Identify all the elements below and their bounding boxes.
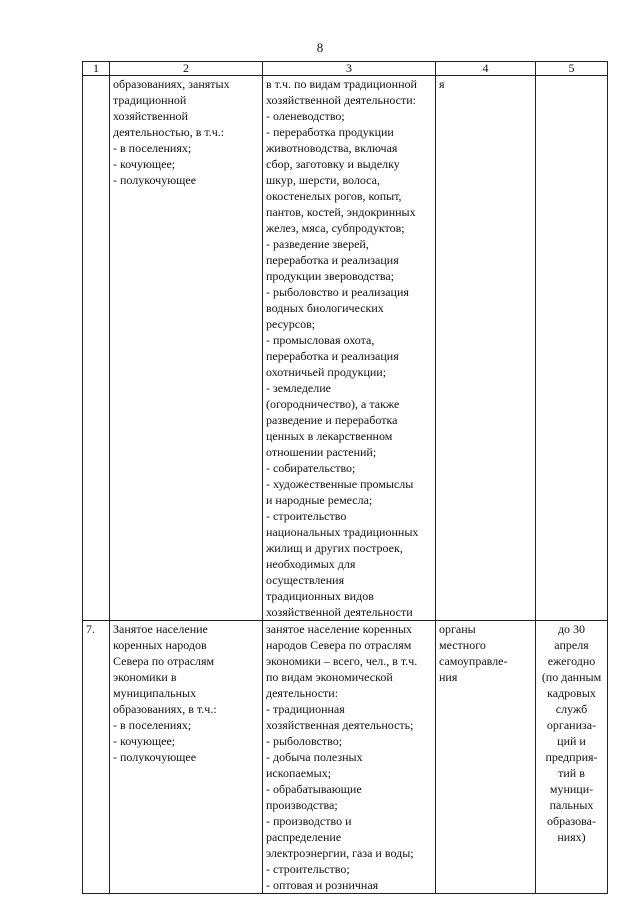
cell-line: кадровых <box>547 686 596 700</box>
cell-line: ежегодно <box>547 654 596 668</box>
cell-line: муници- <box>549 782 594 796</box>
cell-line: - художественные промыслы <box>266 477 414 491</box>
cell-line: хозяйственная деятельность; <box>266 718 414 732</box>
cell-line: осуществления <box>266 573 345 587</box>
table-row <box>83 76 608 621</box>
cell-line: шкур, шерсти, волоса, <box>266 173 380 187</box>
cell-line: - обрабатывающие <box>266 782 362 796</box>
indicator-cell <box>110 621 263 894</box>
indicator-cell <box>110 76 263 621</box>
cell-line: органы <box>439 622 476 636</box>
cell-line: - кочующее; <box>113 157 176 171</box>
cell-line: ниях) <box>557 830 586 844</box>
cell-line: экономики в <box>113 670 177 684</box>
cell-line: экономики – всего, чел., в т.ч. <box>266 654 418 668</box>
description-cell <box>263 621 436 894</box>
cell-line: муниципальных <box>113 686 197 700</box>
cell-line: желез, мяса, субпродуктов; <box>266 221 405 235</box>
cell-line: - добыча полезных <box>266 750 363 764</box>
cell-line: хозяйственной деятельности: <box>266 93 417 107</box>
cell-line: - оптовая и розничная <box>266 878 379 892</box>
cell-line: образова- <box>547 814 596 828</box>
cell-line: хозяйственной <box>113 109 188 123</box>
cell-line: образованиях, в т.ч.: <box>113 702 217 716</box>
cell-line: электроэнергии, газа и воды; <box>266 846 414 860</box>
header-cell: 4 <box>436 62 536 76</box>
responsible-cell <box>436 76 536 621</box>
cell-line: ценных в лекарственном <box>266 429 393 443</box>
table-header-row <box>83 62 608 76</box>
cell-line: - полукочующее <box>113 173 197 187</box>
cell-line: - строительство; <box>266 862 350 876</box>
cell-line: распределение <box>266 830 342 844</box>
cell-line: - строительство <box>266 509 347 523</box>
cell-line: отношении растений; <box>266 445 377 459</box>
cell-line: производства; <box>266 798 338 812</box>
cell-line: я <box>439 77 445 91</box>
header-cell: 3 <box>263 62 436 76</box>
cell-line: - традиционная <box>266 702 345 716</box>
cell-line: деятельностью, в т.ч.: <box>113 125 225 139</box>
row-number: 7. <box>83 621 110 894</box>
cell-line: самоуправле- <box>439 654 508 668</box>
cell-line: и народные ремесла; <box>266 493 373 507</box>
cell-line: - переработка продукции <box>266 125 394 139</box>
cell-line: - разведение зверей, <box>266 237 369 251</box>
cell-line: - в поселениях; <box>113 718 192 732</box>
cell-line: тий в <box>558 766 585 780</box>
cell-line: - земледелие <box>266 381 331 395</box>
cell-line: хозяйственной деятельности <box>266 605 413 619</box>
cell-line: образованиях, занятых <box>113 77 230 91</box>
cell-line: деятельности: <box>266 686 339 700</box>
cell-line: служб <box>555 702 588 716</box>
cell-line: организа- <box>546 718 597 732</box>
cell-line: по видам экономической <box>266 670 393 684</box>
cell-line: до 30 <box>557 622 586 636</box>
cell-line: - оленеводство; <box>266 109 345 123</box>
cell-line: - кочующее; <box>113 734 176 748</box>
header-cell: 2 <box>110 62 263 76</box>
cell-line: охотничьей продукции; <box>266 365 387 379</box>
cell-line: ций и <box>557 734 586 748</box>
cell-line: продукции звероводства; <box>266 269 395 283</box>
cell-line: Занятое население <box>113 622 208 636</box>
cell-line: сбор, заготовку и выделку <box>266 157 400 171</box>
row-number <box>83 76 110 621</box>
cell-line: - собирательство; <box>266 461 356 475</box>
header-cell: 5 <box>536 62 608 76</box>
cell-line: водных биологических <box>266 301 384 315</box>
cell-line: - рыболовство и реализация <box>266 285 409 299</box>
cell-line: - промысловая охота, <box>266 333 375 347</box>
deadline-cell <box>536 76 608 621</box>
cell-line: (огородничество), а также <box>266 397 400 411</box>
description-cell <box>263 76 436 621</box>
cell-line: животноводства, включая <box>266 141 398 155</box>
cell-line: ископаемых; <box>266 766 332 780</box>
cell-line: пантов, костей, эндокринных <box>266 205 416 219</box>
cell-line: переработка и реализация <box>266 349 399 363</box>
cell-line: традиционных видов <box>266 589 374 603</box>
table-row <box>83 621 608 894</box>
cell-line: предприя- <box>545 750 598 764</box>
deadline-cell <box>536 621 608 894</box>
cell-line: - в поселениях; <box>113 141 192 155</box>
cell-line: национальных традиционных <box>266 525 419 539</box>
cell-line: апреля <box>554 638 589 652</box>
cell-line: ния <box>439 670 458 684</box>
cell-line: необходимых для <box>266 557 356 571</box>
cell-line: жилищ и других построек, <box>266 541 403 555</box>
page-number: 8 <box>316 40 324 55</box>
cell-line: Севера по отраслям <box>113 654 215 668</box>
cell-line: - рыболовство; <box>266 734 343 748</box>
cell-line: ресурсов; <box>266 317 316 331</box>
data-table <box>82 61 608 894</box>
cell-line: переработка и реализация <box>266 253 399 267</box>
cell-line: пальных <box>549 798 594 812</box>
cell-line: разведение и переработка <box>266 413 398 427</box>
responsible-cell <box>436 621 536 894</box>
cell-line: местного <box>439 638 486 652</box>
cell-line: коренных народов <box>113 638 207 652</box>
cell-line: - производство и <box>266 814 352 828</box>
header-cell: 1 <box>83 62 110 76</box>
cell-line: в т.ч. по видам традиционной <box>266 77 417 91</box>
cell-line: - полукочующее <box>113 750 197 764</box>
cell-line: народов Севера по отраслям <box>266 638 412 652</box>
cell-line: (по данным <box>541 670 602 684</box>
cell-line: традиционной <box>113 93 187 107</box>
cell-line: окостенелых рогов, копыт, <box>266 189 402 203</box>
cell-line: занятое население коренных <box>266 622 413 636</box>
